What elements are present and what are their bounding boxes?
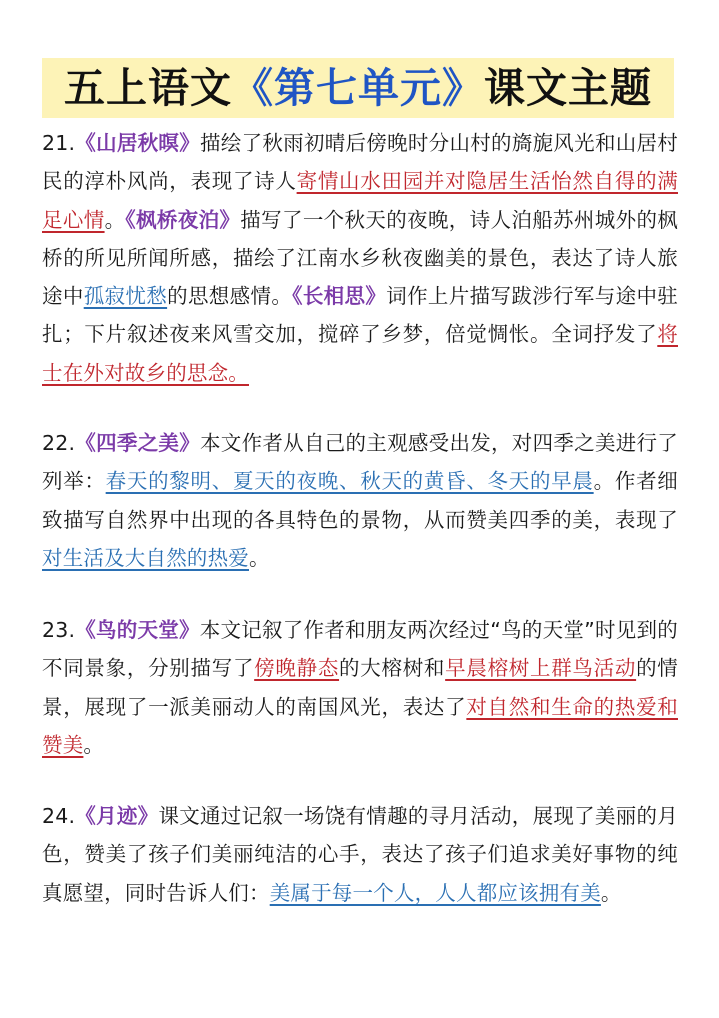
text-segment: 。	[249, 545, 270, 570]
text-segment: 本文作者从自己的主观感受出发，对四季之美进行了列举：	[42, 431, 678, 494]
key-phrase-blue: 孤寂忧愁	[83, 284, 168, 309]
key-phrase-blue: 对生活及大自然的热爱	[42, 545, 249, 570]
key-phrase-red: 对自然和生命的热爱和赞美	[42, 694, 678, 757]
lesson-number: 24.	[42, 804, 76, 828]
title-part-unit: 《第七单元》	[232, 64, 484, 112]
text-segment: 描写了一个秋天的夜晚，诗人泊船苏州城外的枫桥的所见所闻所感，描绘了江南水乡秋夜幽美的景色，表达了诗人旅途中	[42, 207, 679, 309]
lesson-paragraph-21	[42, 124, 678, 392]
text-segment: 课文通过记叙一场饶有情趣的寻月活动，展现了美丽的月色，赞美了孩子们美丽纯洁的心手，表达了孩子们追求美好事物的纯真愿望，同时告诉人们：	[42, 804, 678, 905]
lesson-number: 22.	[42, 431, 76, 455]
page-title	[42, 58, 674, 118]
title-banner	[42, 58, 674, 118]
lesson-title: 《长相思》	[292, 284, 387, 309]
key-phrase-blue: 美属于每一个人，人人都应该拥有美	[269, 880, 601, 905]
title-part-topic: 课文主题	[484, 64, 652, 112]
key-phrase-red: 寄情山水田园并对隐居生活怡然自得的满足心情	[42, 169, 678, 232]
lesson-title: 《月迹》	[75, 804, 159, 828]
title-part-subject: 五上语文	[64, 64, 232, 112]
lesson-title: 《枫桥夜泊》	[125, 207, 241, 232]
lesson-paragraph-23	[42, 611, 678, 764]
text-segment: 。作者细致描写自然界中出现的各具特色的景物，从而赞美四季的美，表现了	[42, 469, 678, 532]
lesson-title: 《鸟的天堂》	[75, 618, 200, 642]
text-segment: 词作上片描写跋涉行军与途中驻扎；下片叙述夜来风雪交加，搅碎了乡梦，倍觉惆怅。全词抒发了	[42, 284, 678, 347]
text-segment: 。	[600, 880, 622, 905]
text-segment: 的情景，展现了一派美丽动人的南国风光，表达了	[42, 656, 679, 719]
lesson-title: 《四季之美》	[75, 431, 201, 455]
lesson-title: 《山居秋暝》	[75, 131, 201, 155]
text-segment: 。	[83, 732, 105, 757]
lesson-number: 21.	[42, 131, 76, 155]
key-phrase-red: 早晨榕树上群鸟活动	[445, 656, 637, 681]
key-phrase-blue: 春天的黎明、夏天的夜晚、秋天的黄昏、冬天的早晨	[105, 469, 594, 494]
text-segment: 的大榕树和	[339, 656, 446, 681]
lesson-paragraph-24	[42, 797, 678, 912]
text-segment: 的思想感情。	[167, 284, 293, 309]
key-phrase-red: 傍晚静态	[254, 656, 340, 681]
text-segment: 本文记叙了作者和朋友两次经过“鸟的天堂”时见到的不同景象，分别描写了	[42, 618, 678, 681]
key-phrase-red: 将士在外对故乡的思念。	[42, 322, 678, 385]
text-segment: 描绘了秋雨初晴后傍晚时分山村的旖旎风光和山居村民的淳朴风尚，表现了诗人	[42, 131, 678, 194]
text-segment: 。	[104, 207, 126, 232]
lesson-number: 23.	[42, 618, 76, 642]
lesson-paragraph-22	[42, 424, 678, 577]
